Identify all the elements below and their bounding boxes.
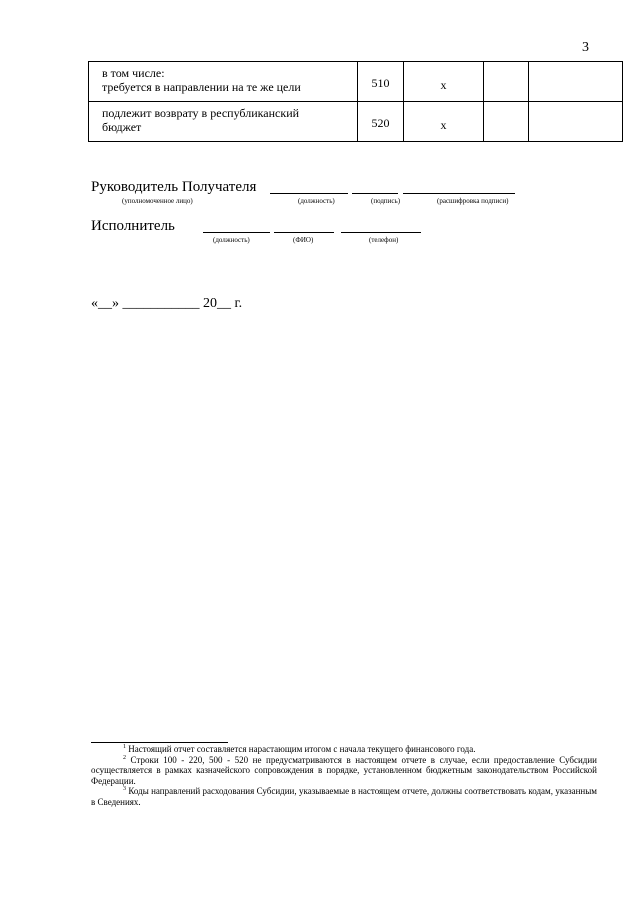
footnote-text: Строки 100 - 220, 500 - 520 не предусматриваются в настоящем отчете в случае, если предоставление Субсидии осуществляется в рамках казначейского сопровождения в порядке, установленном бюджетным законодательством Российской Федерации. <box>91 754 597 786</box>
footnote-1 <box>91 744 597 755</box>
row-name-line: требуется в направлении на те же цели <box>102 80 301 94</box>
executor-caption-position: (должность) <box>213 236 250 244</box>
footnotes <box>91 744 597 807</box>
head-position-line <box>270 193 348 194</box>
empty-cell <box>484 102 529 142</box>
executor-caption-name: (ФИО) <box>293 236 314 244</box>
row-name-line: подлежит возврату в республиканский <box>102 106 300 120</box>
date-line: «__» ___________ 20__ г. <box>91 296 243 311</box>
head-decoding-line <box>403 193 515 194</box>
executor-phone-line <box>341 232 421 233</box>
row-name-line: в том числе: <box>102 66 165 80</box>
footnote-mark: 3 <box>123 786 126 792</box>
footnote-separator <box>91 742 228 743</box>
footnote-mark: 2 <box>123 754 126 761</box>
head-caption-decoding: (расшифровка подписи) <box>437 197 509 205</box>
row-code-cell: 510 <box>358 62 404 102</box>
table-row <box>89 102 623 142</box>
footnote-text: Коды направлений расходования Субсидии, указываемые в настоящем отчете, должны соответствовать кодам, указанным в Сведениях. <box>91 786 597 807</box>
table-row <box>89 62 623 102</box>
row-code-cell: 520 <box>358 102 404 142</box>
page-number: 3 <box>582 40 589 55</box>
head-caption-signature: (подпись) <box>371 197 401 205</box>
executor-caption-phone: (телефон) <box>369 236 399 244</box>
row-name-cell <box>89 102 358 142</box>
row-mark-cell: x <box>404 62 484 102</box>
empty-cell <box>529 62 623 102</box>
head-caption-position: (должность) <box>298 197 335 205</box>
head-signature-line <box>352 193 398 194</box>
empty-cell <box>529 102 623 142</box>
footnote-3 <box>91 786 597 807</box>
head-label: Руководитель Получателя <box>91 179 257 195</box>
footnote-mark: 1 <box>123 744 126 750</box>
head-sublabel: (уполномоченное лицо) <box>122 197 193 205</box>
footnote-text: Настоящий отчет составляется нарастающим итогом с начала текущего финансового года. <box>128 744 476 754</box>
executor-name-line <box>274 232 334 233</box>
footnote-2 <box>91 755 597 787</box>
row-mark-cell: x <box>404 102 484 142</box>
row-name-cell <box>89 62 358 102</box>
executor-label: Исполнитель <box>91 218 175 234</box>
executor-position-line <box>203 232 270 233</box>
empty-cell <box>484 62 529 102</box>
report-table <box>88 61 623 142</box>
row-name-line: бюджет <box>102 120 142 134</box>
